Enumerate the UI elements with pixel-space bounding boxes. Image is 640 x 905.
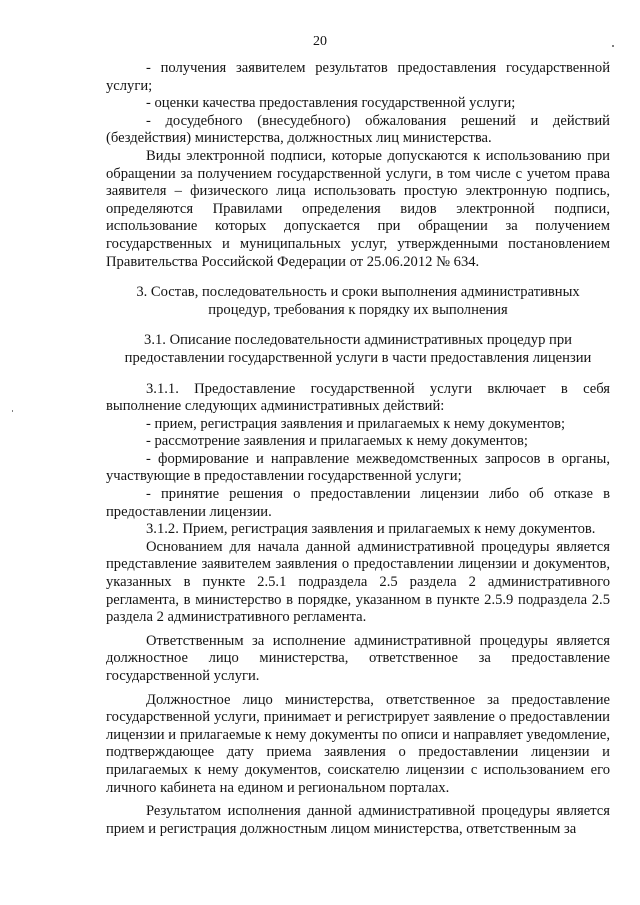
paragraph: Основанием для начала данной административной процедуры является представление заявителем заявления о предоставлении лицензии и документов, указанных в пункте 2.5.1 подраздела 2.5 раздела 2 административного регламента, в министерство в порядке, указанном в пункте 2.5.9 подраздела 2.5 раздела 2 административного регламента. (106, 538, 610, 626)
paragraph: 3.1.2. Прием, регистрация заявления и прилагаемых к нему документов. (146, 521, 596, 538)
subsection-heading: 3.1. Описание последовательности административных процедур при предоставлении государственной услуги в части предоставления лицензии (124, 332, 592, 366)
scan-speck (612, 45, 614, 47)
list-item: - рассмотрение заявления и прилагаемых к нему документов; (146, 433, 528, 450)
list-item: - оценки качества предоставления государственной услуги; (146, 95, 516, 112)
section-heading: 3. Состав, последовательность и сроки выполнения административных процедур, требования к порядку их выполнения (136, 284, 580, 318)
paragraph: Виды электронной подписи, которые допускаются к использованию при обращении за получением государственной услуги, в том числе с учетом права заявителя – физического лица использовать простую электронную подпись, определяются Правилами определения видов электронной подписи, использование которых допускается при обращении за получением государственных и муниципальных услуг, утвержденными постановлением Правительства Российской Федерации от 25.06.2012 № 634. (106, 147, 610, 270)
page-number: 20 (313, 34, 327, 49)
list-item: - принятие решения о предоставлении лицензии либо об отказе в предоставлении лицензии. (106, 486, 610, 520)
list-item: - прием, регистрация заявления и прилагаемых к нему документов; (146, 415, 566, 432)
paragraph: Результатом исполнения данной административной процедуры является прием и регистрация должностным лицом министерства, ответственным за (106, 803, 610, 837)
document-body (106, 60, 610, 838)
list-item: - формирование и направление межведомственных запросов в органы, участвующие в предоставлении государственной услуги; (106, 450, 610, 485)
paragraph: 3.1.1. Предоставление государственной услуги включает в себя выполнение следующих административных действий: (106, 380, 610, 415)
paragraph: Должностное лицо министерства, ответственное за предоставление государственной услуги, принимает и регистрирует заявление о предоставлении лицензии и прилагаемые к нему документы по описи и направляет уведомление, подтверждающее дату приема заявления о предоставлении лицензии и прилагаемых к нему документов, соискателю лицензии с использованием его личного кабинета на едином и региональном порталах. (106, 691, 610, 796)
list-item: - получения заявителем результатов предоставления государственной услуги; (106, 60, 610, 94)
scan-speck (12, 410, 13, 412)
paragraph: Ответственным за исполнение административной процедуры является должностное лицо министерства, ответственное за предоставление государственной услуги. (106, 632, 610, 684)
list-item: - досудебного (внесудебного) обжалования решений и действий (бездействия) министерства, должностных лиц министерства. (106, 112, 610, 147)
